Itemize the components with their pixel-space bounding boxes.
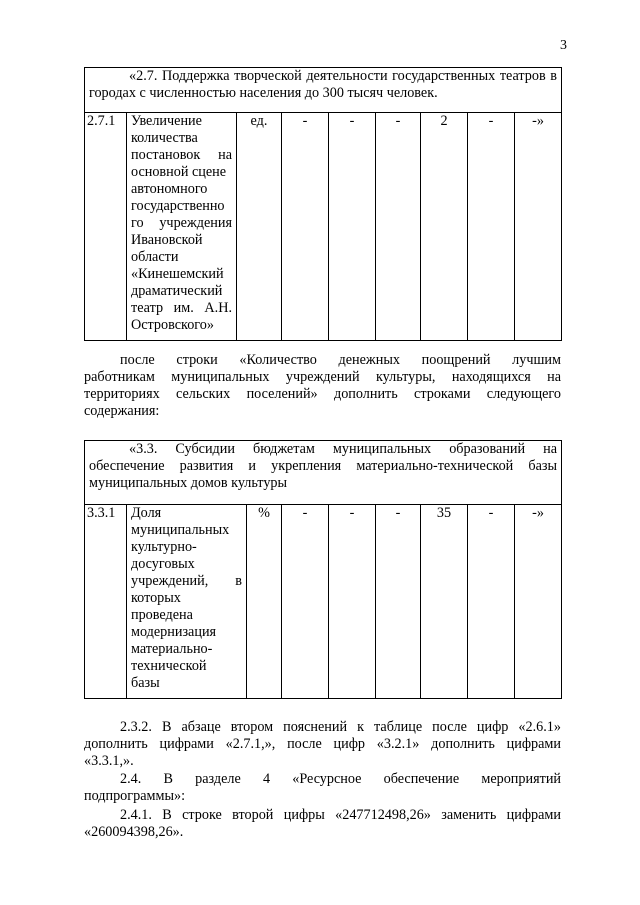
table-title: «2.7. Поддержка творческой деятельности государственных театров в городах с численностью населения до 300 тысяч человек. xyxy=(85,68,562,113)
page-number: 3 xyxy=(560,38,567,53)
indicator-name: Доля муниципальных культурно- досуговых учреждений, в которых проведена модернизация материально- технической базы xyxy=(127,505,247,699)
value-cell: -» xyxy=(515,113,562,341)
table-title: «3.3. Субсидии бюджетам муниципальных образований на обеспечение развития и укрепления материально-технической базы муниципальных домов культуры xyxy=(85,441,562,505)
unit-cell: ед. xyxy=(237,113,282,341)
table-section-2-7 xyxy=(84,67,562,341)
value-cell: - xyxy=(329,113,376,341)
unit-cell: % xyxy=(247,505,282,699)
indicator-name: Увеличение количества постановок на основной сцене автономного государственно го учреждения Ивановской области «Кинешемский драматический театр им. А.Н. Островского» xyxy=(127,113,237,341)
paragraph-2-3-2: 2.3.2. В абзаце втором пояснений к таблице после цифр «2.6.1» дополнить цифрами «2.7.1,», после цифр «3.2.1» дополнить цифрами «3.3.1,». xyxy=(84,719,561,769)
value-cell: - xyxy=(376,113,421,341)
value-cell: - xyxy=(468,113,515,341)
value-cell: - xyxy=(282,113,329,341)
paragraph-2-4-1: 2.4.1. В строке второй цифры «247712498,26» заменить цифрами «260094398,26». xyxy=(84,807,561,840)
value-cell: - xyxy=(468,505,515,699)
paragraph-insert-rows: после строки «Количество денежных поощрений лучшим работникам муниципальных учреждений культуры, находящихся на территориях сельских поселений» дополнить строками следующего содержания: xyxy=(84,352,561,419)
value-cell: - xyxy=(376,505,421,699)
table-section-3-3 xyxy=(84,440,562,699)
value-cell: - xyxy=(282,505,329,699)
value-cell: - xyxy=(329,505,376,699)
value-cell: 35 xyxy=(421,505,468,699)
value-cell: 2 xyxy=(421,113,468,341)
paragraph-2-4: 2.4. В разделе 4 «Ресурсное обеспечение мероприятий подпрограммы»: xyxy=(84,771,561,804)
value-cell: -» xyxy=(515,505,562,699)
row-number: 2.7.1 xyxy=(85,113,127,341)
row-number: 3.3.1 xyxy=(85,505,127,699)
